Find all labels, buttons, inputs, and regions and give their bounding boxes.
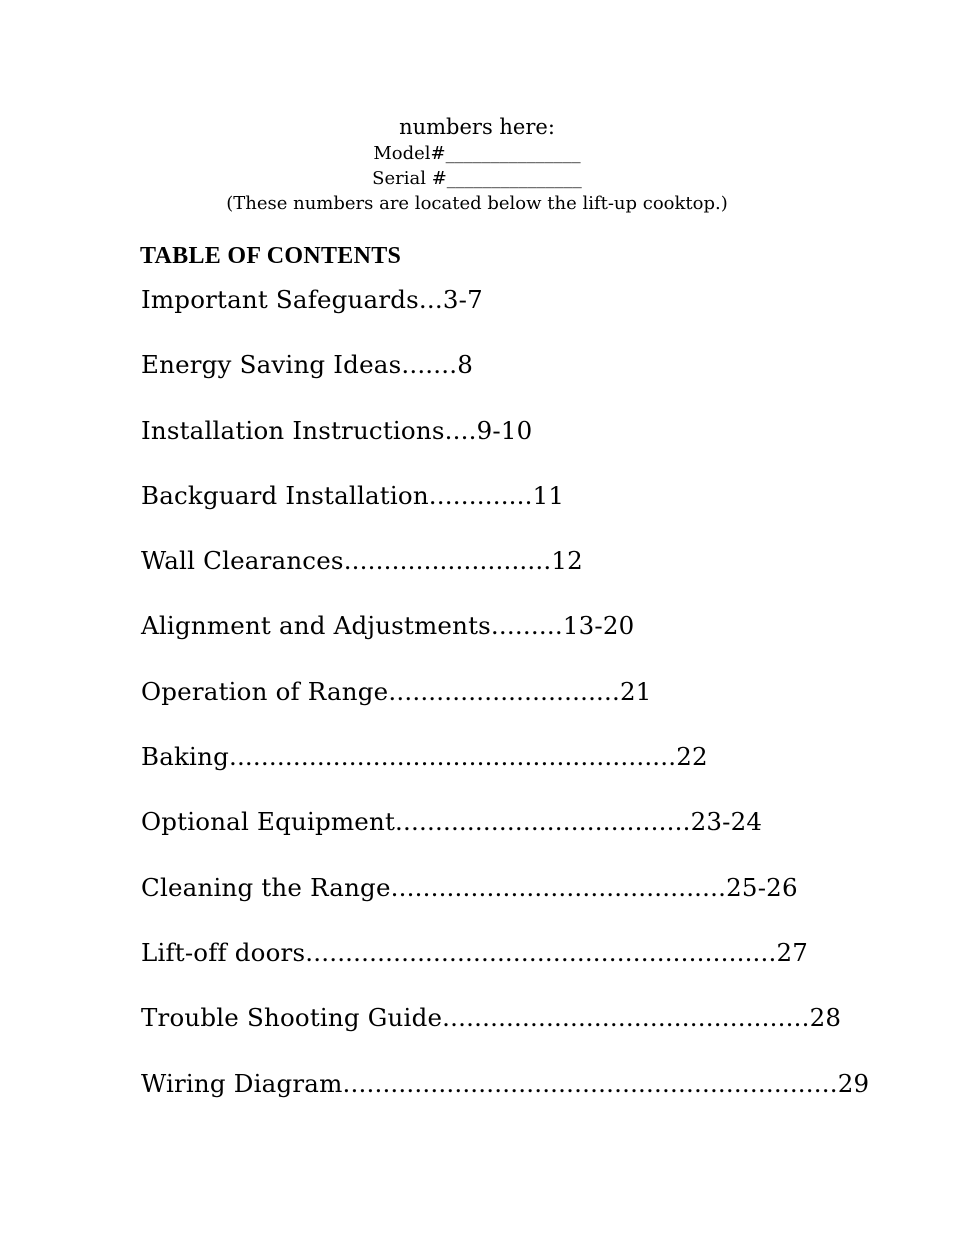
toc-entry-wiring-diagram: Wiring Diagram..............................................................29 [141, 1068, 870, 1098]
toc-heading: TABLE OF CONTENTS [140, 243, 402, 269]
toc-entry-operation-of-range: Operation of Range.............................21 [141, 676, 652, 706]
numbers-location-note: (These numbers are located below the lift-up cooktop.) [226, 193, 728, 214]
serial-number-line: Serial #_______________ [372, 168, 582, 189]
toc-entry-baking: Baking........................................................22 [141, 742, 708, 772]
toc-entry-cleaning-the-range: Cleaning the Range..........................................25-26 [141, 872, 798, 902]
toc-list [141, 282, 869, 1131]
toc-entry-wall-clearances: Wall Clearances..........................12 [141, 546, 583, 576]
toc-entry-backguard-installation: Backguard Installation.............11 [141, 480, 565, 510]
toc-entry-energy-saving-ideas: Energy Saving Ideas.......8 [141, 350, 474, 380]
toc-entry-alignment-and-adjustments: Alignment and Adjustments.........13-20 [141, 611, 635, 641]
toc-entry-trouble-shooting-guide: Trouble Shooting Guide..............................................28 [141, 1003, 842, 1033]
toc-entry-optional-equipment: Optional Equipment.....................................23-24 [141, 807, 763, 837]
record-numbers-title: numbers here: [399, 115, 555, 139]
toc-entry-important-safeguards: Important Safeguards...3-7 [141, 285, 483, 314]
toc-entry-lift-off-doors: Lift-off doors...........................................................27 [141, 937, 809, 967]
model-number-line: Model#_______________ [373, 143, 581, 164]
toc-entry-installation-instructions: Installation Instructions....9-10 [141, 415, 533, 445]
